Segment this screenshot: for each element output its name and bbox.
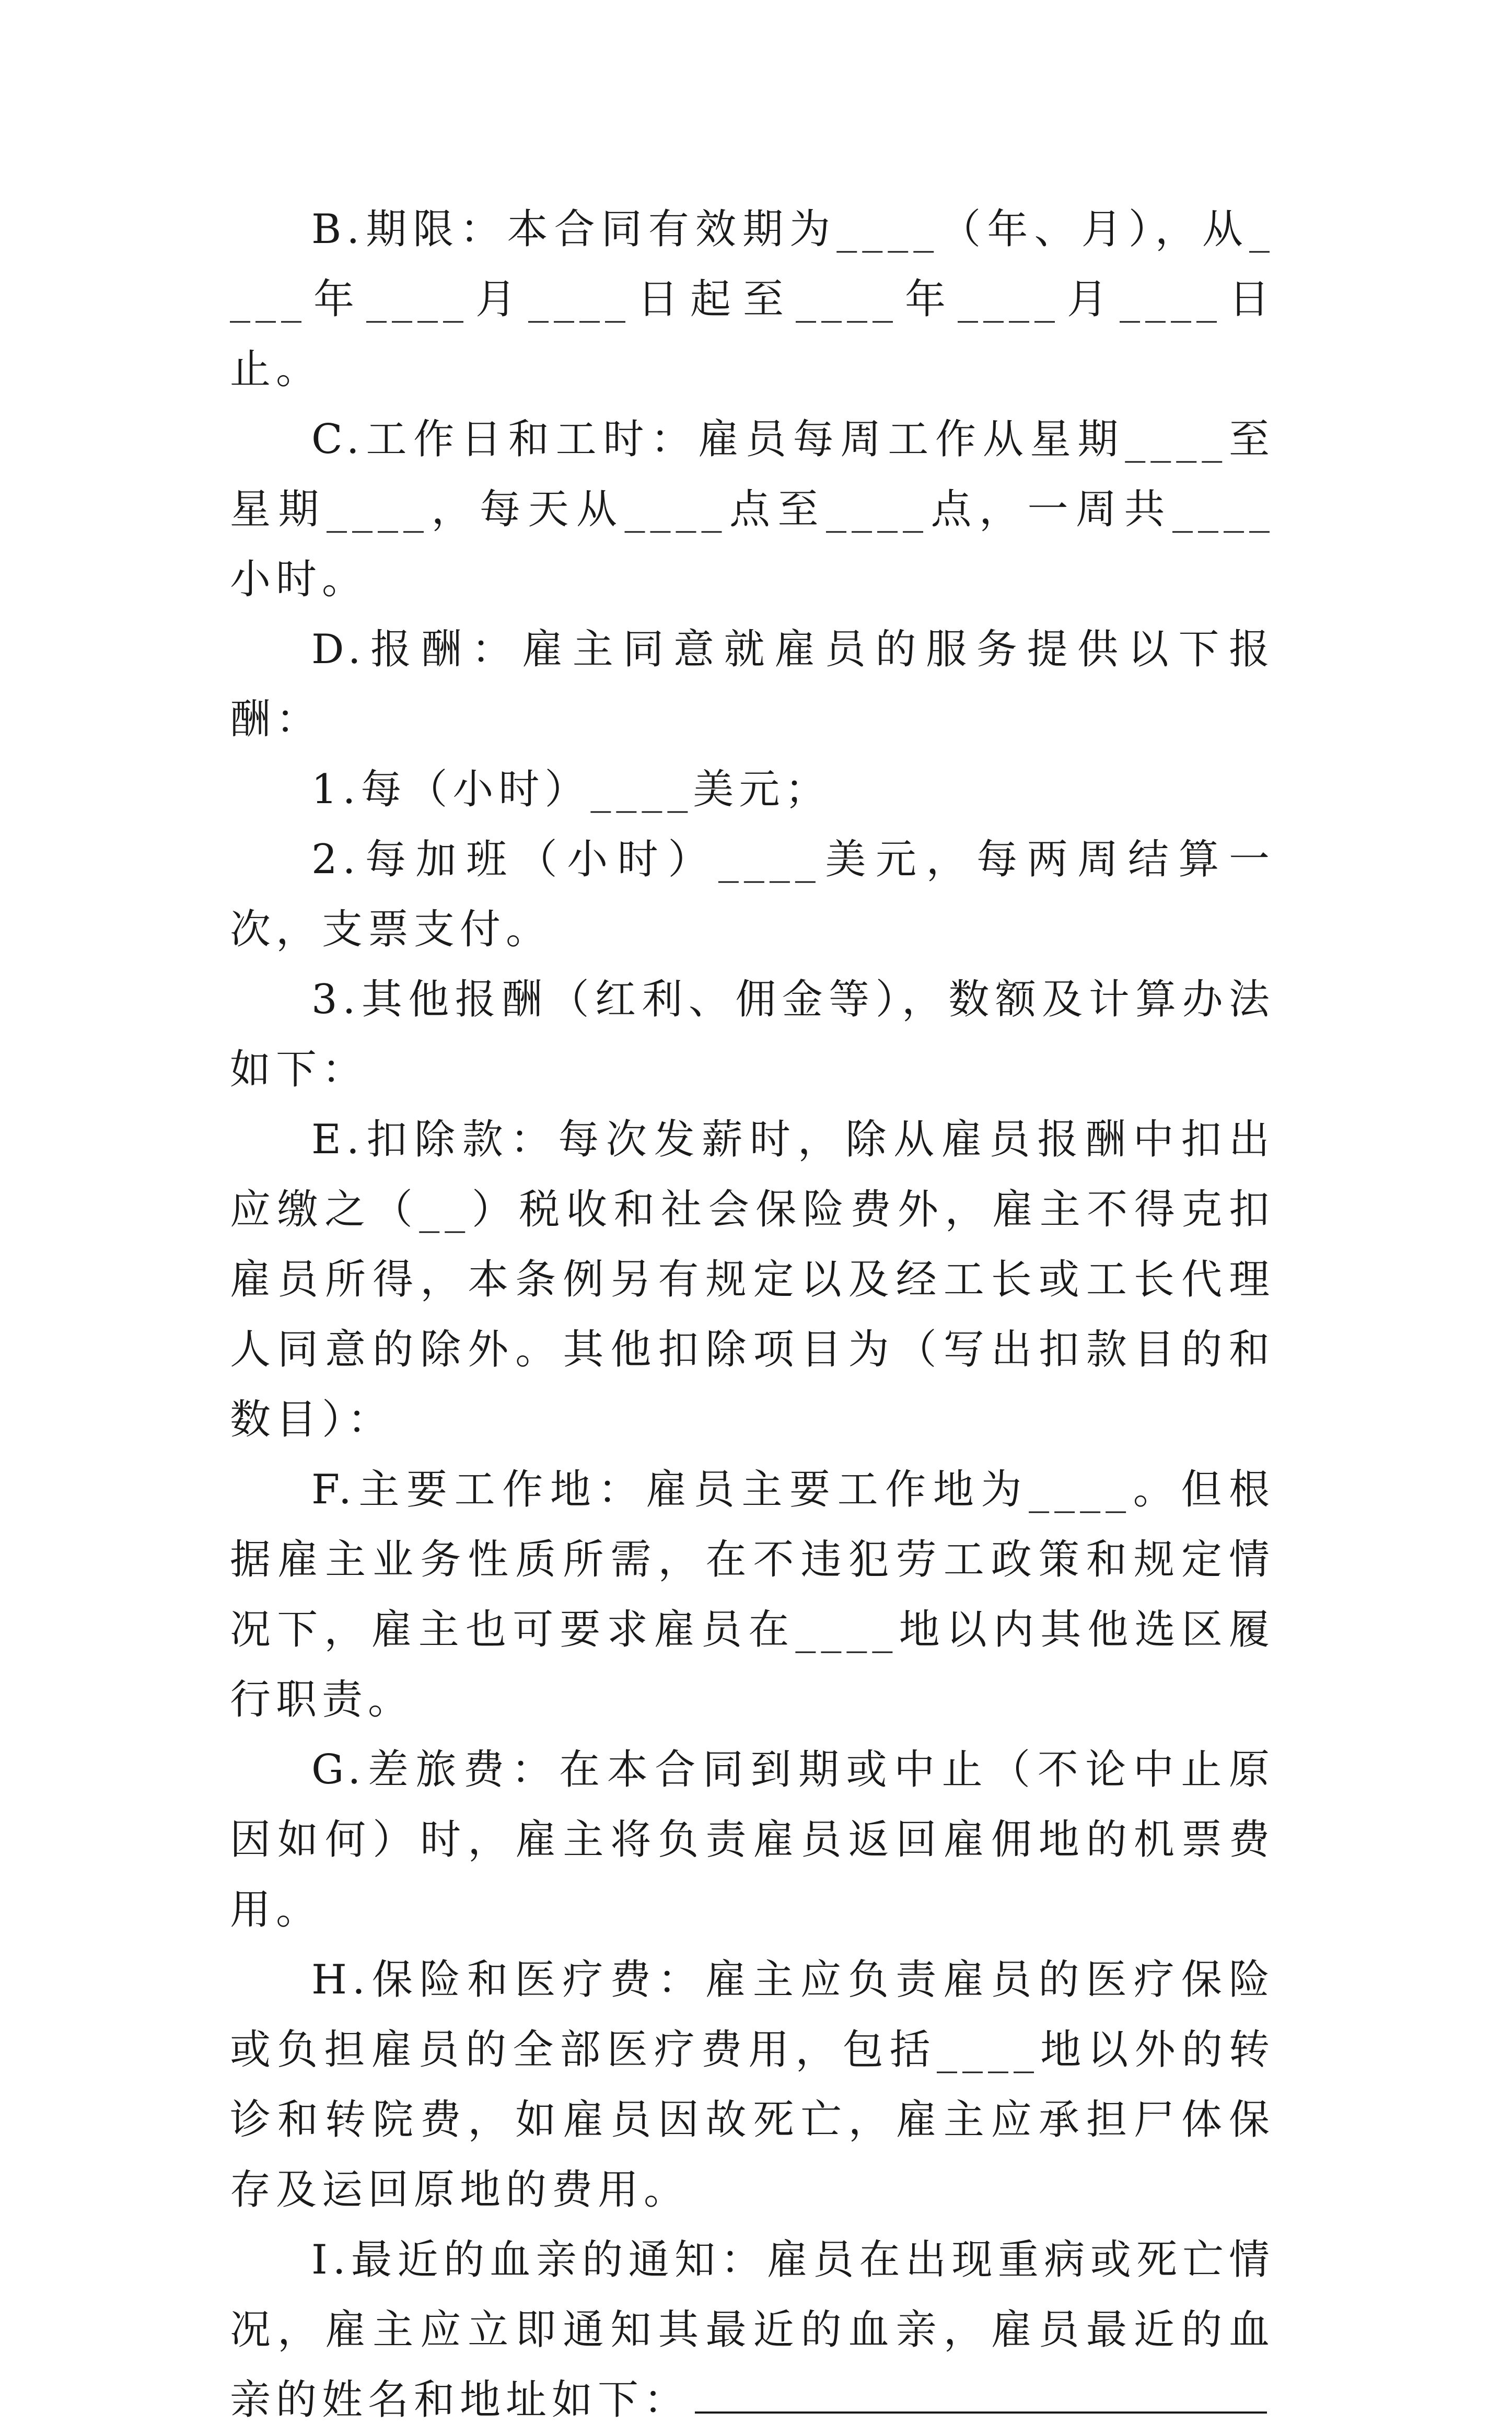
clause-e-deductions: E.扣除款：每次发薪时，除从雇员报酬中扣出应缴之（__）税收和社会保险费外，雇主不得克扣雇员所得，本条例另有规定以及经工长或工长代理人同意的除外。其他扣除项目为（写出扣款目的和数目）： bbox=[230, 1116, 1275, 1443]
clause-d-3-other-pay: 3.其他报酬（红利、佣金等），数额及计算办法如下： bbox=[230, 976, 1275, 1093]
clause-g-travel: G.差旅费：在本合同到期或中止（不论中止原因如何）时，雇主将负责雇员返回雇佣地的机票费用。 bbox=[230, 1746, 1275, 1933]
clause-i-text: I.最近的血亲的通知：雇员在出现重病或死亡情况，雇主应立即通知其最近的血亲，雇员最近的血亲的姓名和地址如下： bbox=[230, 2236, 1275, 2424]
clause-i-next-of-kin bbox=[230, 2225, 1275, 2435]
clause-f-workplace: F.主要工作地：雇员主要工作地为____。但根据雇主业务性质所需，在不违犯劳工政策和规定情况下，雇主也可要求雇员在____地以内其他选区履行职责。 bbox=[230, 1466, 1275, 1723]
clause-h-insurance: H.保险和医疗费：雇主应负责雇员的医疗保险或负担雇员的全部医疗费用，包括____地以外的转诊和转院费，如雇员因故死亡，雇主应承担尸体保存及运回原地的费用。 bbox=[230, 1956, 1275, 2213]
clause-c-working-hours: C.工作日和工时：雇员每周工作从星期____至星期____，每天从____点至____点，一周共____小时。 bbox=[230, 416, 1275, 603]
clause-d-remuneration: D.报酬：雇主同意就雇员的服务提供以下报酬： bbox=[230, 626, 1275, 743]
contract-page bbox=[230, 194, 1275, 2435]
clause-b-term: B.期限：本合同有效期为____（年、月），从____年____月____日起至____年____月____日止。 bbox=[230, 206, 1275, 393]
next-of-kin-blank-line bbox=[695, 2375, 1267, 2414]
clause-d-2-overtime-rate: 2.每加班（小时）____美元，每两周结算一次，支票支付。 bbox=[230, 836, 1275, 953]
clause-d-1-hourly-rate: 1.每（小时）____美元； bbox=[311, 766, 831, 813]
